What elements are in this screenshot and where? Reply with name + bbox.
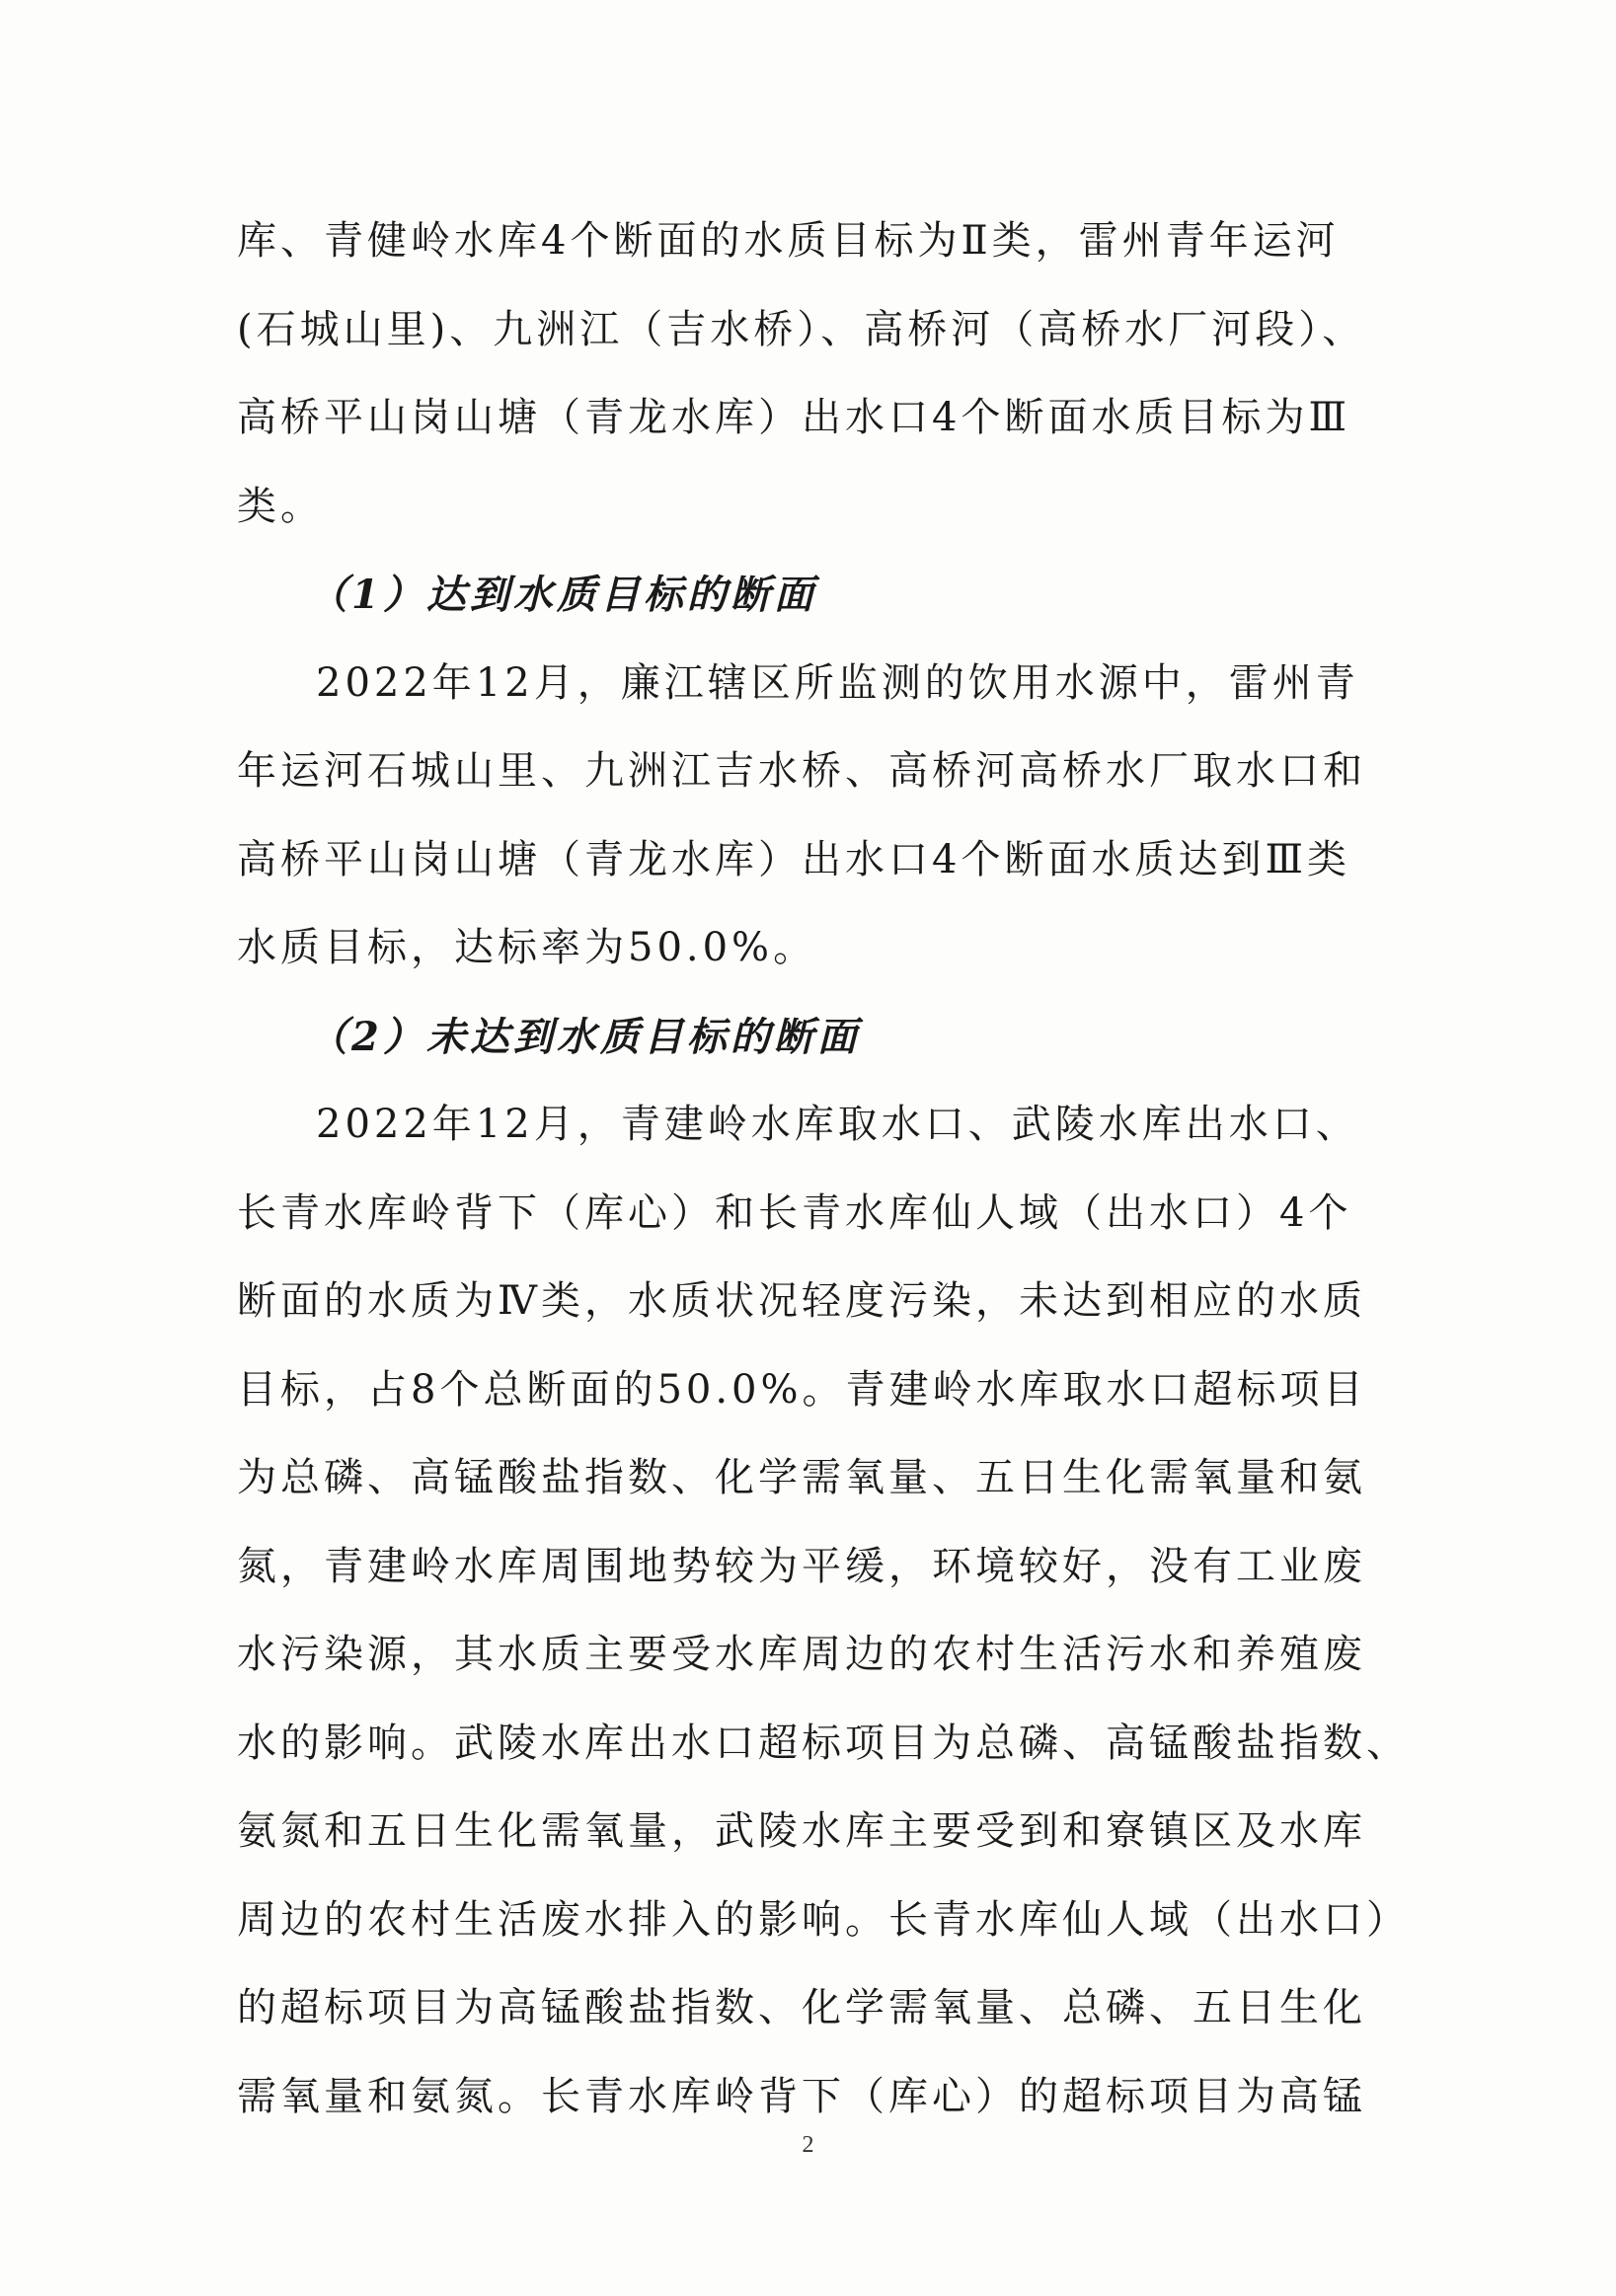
section-heading-1: （1）达到水质目标的断面 [308, 572, 817, 618]
text-line: 氮，青建岭水库周围地势较为平缓，环境较好，没有工业废 [237, 1543, 1366, 1589]
text-line: 断面的水质为Ⅳ类，水质状况轻度污染，未达到相应的水质 [237, 1278, 1366, 1324]
text-line: 周边的农村生活废水排入的影响。长青水库仙人域（出水口） [237, 1896, 1410, 1943]
text-line: 年运河石城山里、九洲江吉水桥、高桥河高桥水厂取水口和 [237, 748, 1366, 794]
body-text [237, 197, 1410, 2141]
section-heading-2: （2）未达到水质目标的断面 [308, 1013, 861, 1060]
text-line: 需氧量和氨氮。长青水库岭背下（库心）的超标项目为高锰 [237, 2073, 1366, 2119]
text-line: 为总磷、高锰酸盐指数、化学需氧量、五日生化需氧量和氨 [237, 1455, 1366, 1500]
text-line: 水污染源，其水质主要受水库周边的农村生活污水和养殖废 [237, 1632, 1366, 1677]
page-number: 2 [802, 2132, 814, 2158]
paragraph-first-line: 2022年12月，青建岭水库取水口、武陵水库出水口、 [316, 1102, 1359, 1147]
text-line: 库、青健岭水库4个断面的水质目标为Ⅱ类，雷州青年运河 [237, 218, 1340, 264]
text-line: 的超标项目为高锰酸盐指数、化学需氧量、总磷、五日生化 [237, 1985, 1366, 2030]
text-line: 水质目标，达标率为50.0%。 [237, 925, 817, 970]
text-line: 氨氮和五日生化需氧量，武陵水库主要受到和寮镇区及水库 [237, 1808, 1366, 1854]
text-line: 水的影响。武陵水库出水口超标项目为总磷、高锰酸盐指数、 [237, 1720, 1410, 1766]
text-line: 目标，占8个总断面的50.0%。青建岭水库取水口超标项目 [237, 1366, 1367, 1413]
text-line: 高桥平山岗山塘（青龙水库）出水口4个断面水质达到Ⅲ类 [237, 836, 1351, 882]
text-line: 高桥平山岗山塘（青龙水库）出水口4个断面水质目标为Ⅲ [237, 395, 1351, 440]
text-line: 长青水库岭背下（库心）和长青水库仙人域（出水口）4个 [237, 1189, 1352, 1236]
paragraph-first-line: 2022年12月，廉江辖区所监测的饮用水源中，雷州青 [316, 659, 1359, 706]
text-line: (石城山里)、九洲江（吉水桥）、高桥河（高桥水厂河段）、 [237, 306, 1366, 352]
text-line: 类。 [237, 483, 324, 529]
